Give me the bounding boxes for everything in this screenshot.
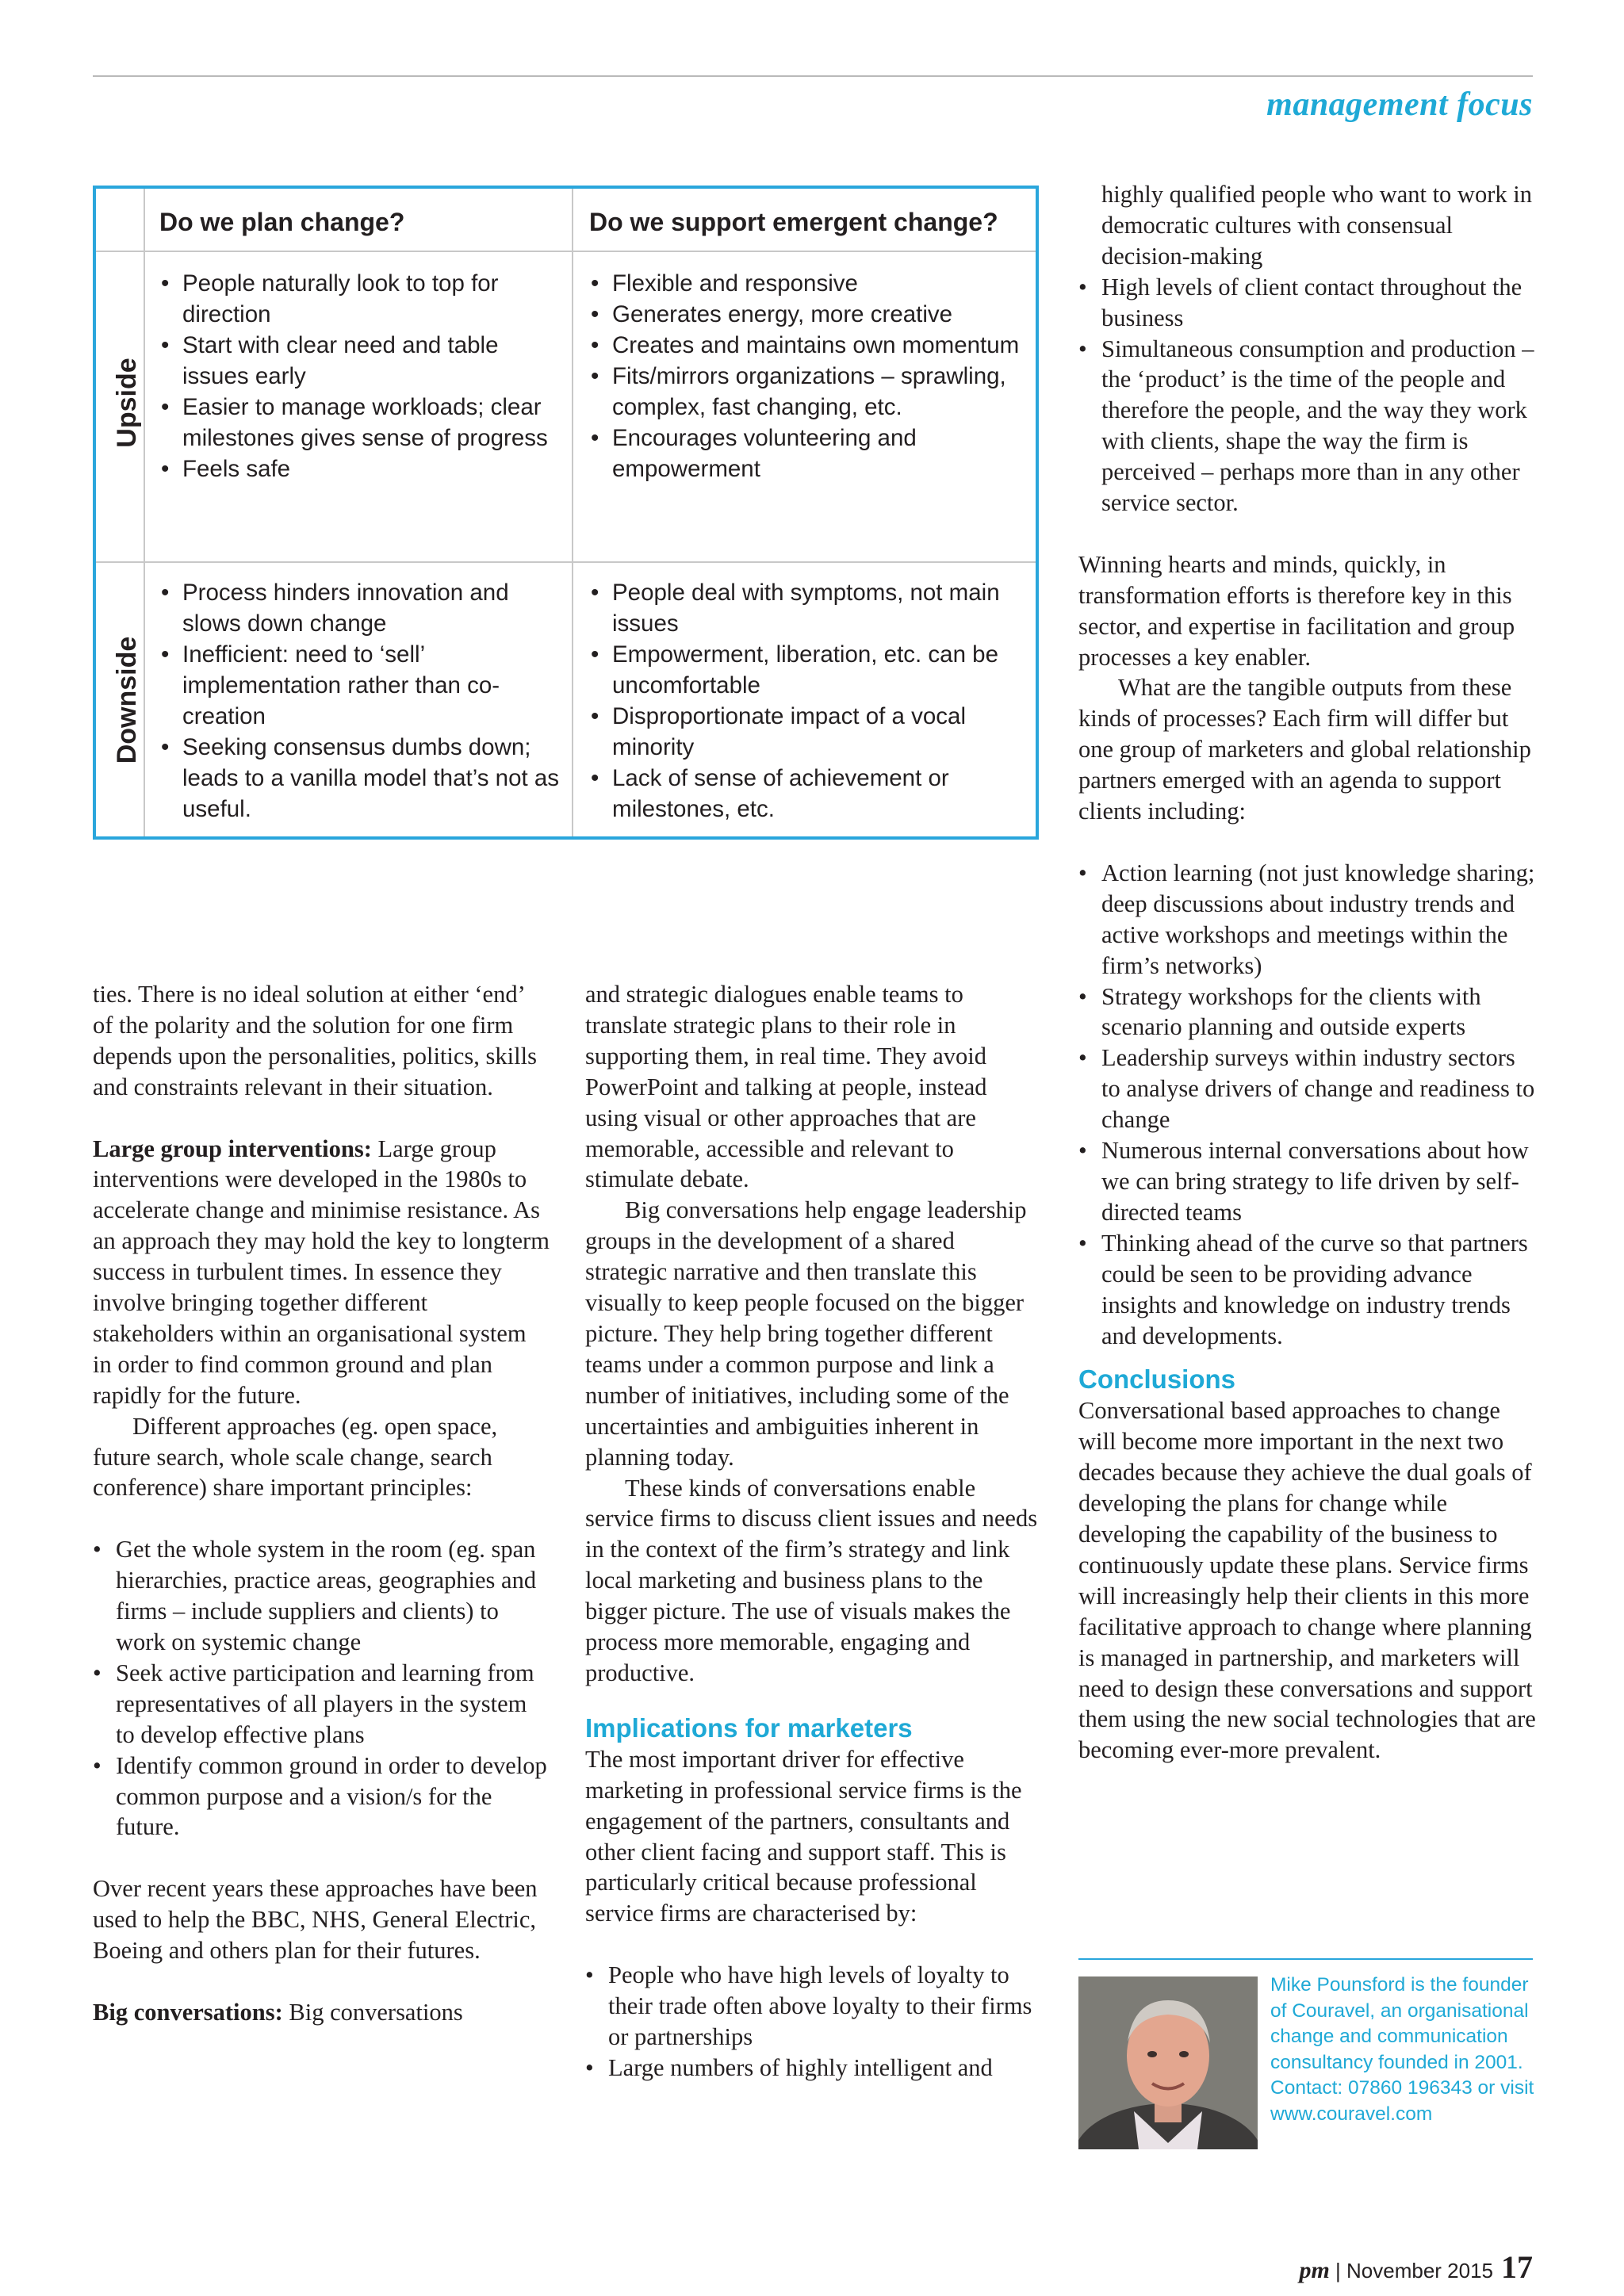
list-item: • Simultaneous consumption and production – the ‘product’ is the time of the people and therefore the people, and the way they work with clients, shape the way the firm is perceived – perhaps more than in any other service sector. xyxy=(1078,334,1538,519)
table-divider xyxy=(96,251,1036,252)
list-item: • Strategy workshops for the clients with scenario planning and outside experts xyxy=(1078,982,1538,1043)
list-item: • Get the whole system in the room (eg. span hierarchies, practice areas, geographies and firms – include suppliers and clients) to work on systemic change xyxy=(93,1534,550,1658)
paragraph: Winning hearts and minds, quickly, in transformation efforts is therefore key in this sector, and expertise in facilitation and group processes a key enabler. xyxy=(1078,550,1515,671)
paragraph: ties. There is no ideal solution at either ‘end’ of the polarity and the solution for one firm depends upon the personalities, politics, skills and constraints relevant in their situation. xyxy=(93,981,537,1100)
author-photo xyxy=(1078,1976,1258,2149)
list-item: • Leadership surveys within industry sectors to analyse drivers of change and readiness to change xyxy=(1078,1043,1538,1135)
bio-rule xyxy=(1078,1958,1533,1960)
column-1 xyxy=(93,979,550,2028)
paragraph-text: Large group interventions were developed in the 1980s to accelerate change and minimise resistance. As an approach they may hold the key to longterm success in turbulent times. In essence they involve bringing together different stakeholders within an organisational system in order to find common ground and plan rapidly for the future. xyxy=(93,1135,550,1409)
paragraph: What are the tangible outputs from these kinds of processes? Each firm will differ but one group of marketers and global relationship partners emerged with an agenda to support clients including: xyxy=(1078,674,1531,825)
list-item: • People deal with symptoms, not main issues xyxy=(589,577,1033,639)
list-item: • Numerous internal conversations about how we can bring strategy to life driven by self-directed teams xyxy=(1078,1135,1538,1228)
column-3 xyxy=(1078,179,1538,1766)
list-item: • Identify common ground in order to develop common purpose and a vision/s for the future. xyxy=(93,1751,550,1843)
column-2 xyxy=(585,979,1040,2084)
paragraph: Conversational based approaches to change will become more important in the next two decades because they achieve the dual goals of developing the plans for change while developing the capability of the business to continuously update these plans. Service firms will increasingly help their clients in this more facilitative approach to change where planning is managed in partnership, and marketers will need to design these conversations and support them using the new social technologies that are becoming ever-more prevalent. xyxy=(1078,1397,1536,1764)
list-item: • Flexible and responsive xyxy=(589,268,1033,299)
list-item: • Start with clear need and table issues early xyxy=(159,330,564,392)
list-item: • High levels of client contact throughout the business xyxy=(1078,272,1538,334)
list-item: • Empowerment, liberation, etc. can be uncomfortable xyxy=(589,639,1033,701)
page-number: 17 xyxy=(1501,2249,1533,2285)
downside-plan-list xyxy=(159,577,564,825)
paragraph xyxy=(93,1134,550,1411)
section-label: management focus xyxy=(1266,86,1533,123)
paragraph: Different approaches (eg. open space, future search, whole scale change, search conference) share important principles: xyxy=(93,1412,498,1502)
paragraph xyxy=(93,1997,550,2028)
inline-heading: Large group interventions: xyxy=(93,1135,372,1162)
page-footer xyxy=(1299,2248,1533,2286)
inline-heading: Big conversations: xyxy=(93,1998,283,2026)
list-item: • Feels safe xyxy=(159,453,564,484)
list-item: • Inefficient: need to ‘sell’ implementation rather than co-creation xyxy=(159,639,564,732)
upside-plan-list xyxy=(159,268,564,484)
magazine-brand: pm xyxy=(1299,2257,1330,2283)
section-heading: Conclusions xyxy=(1078,1364,1236,1395)
paragraph: highly qualified people who want to work in democratic cultures with consensual decision-making xyxy=(1101,181,1532,270)
outputs-list xyxy=(1078,858,1538,1352)
list-item: • Seeking consensus dumbs down; leads to a vanilla model that’s not as useful. xyxy=(159,732,564,825)
paragraph: The most important driver for effective marketing in professional service firms is the engagement of the partners, consultants and other client facing and support staff. This is particularly critical because professional service firms are characterised by: xyxy=(585,1745,1022,1927)
table-divider xyxy=(96,561,1036,563)
footer-separator: | xyxy=(1329,2259,1346,2283)
list-item: • Action learning (not just knowledge sharing; deep discussions about industry trends and active workshops and meetings within the firm’s networks) xyxy=(1078,858,1538,982)
list-item: • Easier to manage workloads; clear milestones gives sense of progress xyxy=(159,392,564,453)
issue-date: November 2015 xyxy=(1346,2259,1493,2283)
paragraph-text: Big conversations xyxy=(282,1998,463,2026)
list-item: • Encourages volunteering and empowerment xyxy=(589,423,1033,484)
list-item: • Fits/mirrors organizations – sprawling, complex, fast changing, etc. xyxy=(589,361,1033,423)
row-header-downside: Downside xyxy=(112,636,142,764)
list-item: • People naturally look to top for direction xyxy=(159,268,564,330)
paragraph: Big conversations help engage leadership groups in the development of a shared strategic narrative and then translate this visually to keep people focused on the bigger picture. They help bring together different teams under a common purpose and link a number of initiatives, including some of the uncertainties and ambiguities inherent in planning today. xyxy=(585,1196,1027,1471)
list-item: • People who have high levels of loyalty to their trade often above loyalty to their firms or partnerships xyxy=(585,1960,1040,2053)
list-item: • Generates energy, more creative xyxy=(589,299,1033,330)
paragraph: These kinds of conversations enable service firms to discuss client issues and needs in the context of the firm’s strategy and link local marketing and business plans to the bigger picture. The use of visuals makes the process more memorable, engaging and productive. xyxy=(585,1474,1038,1686)
list-item: • Process hinders innovation and slows down change xyxy=(159,577,564,639)
row-header-upside: Upside xyxy=(112,358,142,448)
section-heading: Implications for marketers xyxy=(585,1712,913,1743)
characteristics-list xyxy=(585,1960,1040,2084)
list-item: • Creates and maintains own momentum xyxy=(589,330,1033,361)
table-divider xyxy=(572,189,573,836)
author-bio: Mike Pounsford is the founder of Couravel, an organisational change and communication consultancy founded in 2001. Contact: 07860 196343 or visit www.couravel.com xyxy=(1270,1974,1534,2125)
list-item: • Lack of sense of achievement or milestones, etc. xyxy=(589,763,1033,825)
list-item: • Large numbers of highly intelligent and xyxy=(585,2053,1040,2084)
author-portrait-image xyxy=(1078,1976,1258,2149)
polarity-table xyxy=(93,186,1039,840)
principles-list xyxy=(93,1534,550,1843)
characteristics-list-cont xyxy=(1078,272,1538,519)
paragraph: Over recent years these approaches have been used to help the BBC, NHS, General Electric, Boeing and others plan for their futures. xyxy=(93,1875,538,1965)
downside-emergent-list xyxy=(589,577,1033,825)
list-item: • Disproportionate impact of a vocal minority xyxy=(589,701,1033,763)
column-header-plan: Do we plan change? xyxy=(159,208,405,236)
list-item: • Seek active participation and learning from representatives of all players in the system to develop effective plans xyxy=(93,1658,550,1751)
list-item: • Thinking ahead of the curve so that partners could be seen to be providing advance insights and knowledge on industry trends and developments. xyxy=(1078,1228,1538,1352)
table-divider xyxy=(144,189,145,836)
column-header-emergent: Do we support emergent change? xyxy=(589,208,998,236)
header-rule xyxy=(93,75,1533,77)
upside-emergent-list xyxy=(589,268,1033,484)
paragraph: and strategic dialogues enable teams to translate strategic plans to their role in supporting them, in real time. They avoid PowerPoint and talking at people, instead using visual or other approaches that are memorable, accessible and relevant to stimulate debate. xyxy=(585,981,987,1193)
